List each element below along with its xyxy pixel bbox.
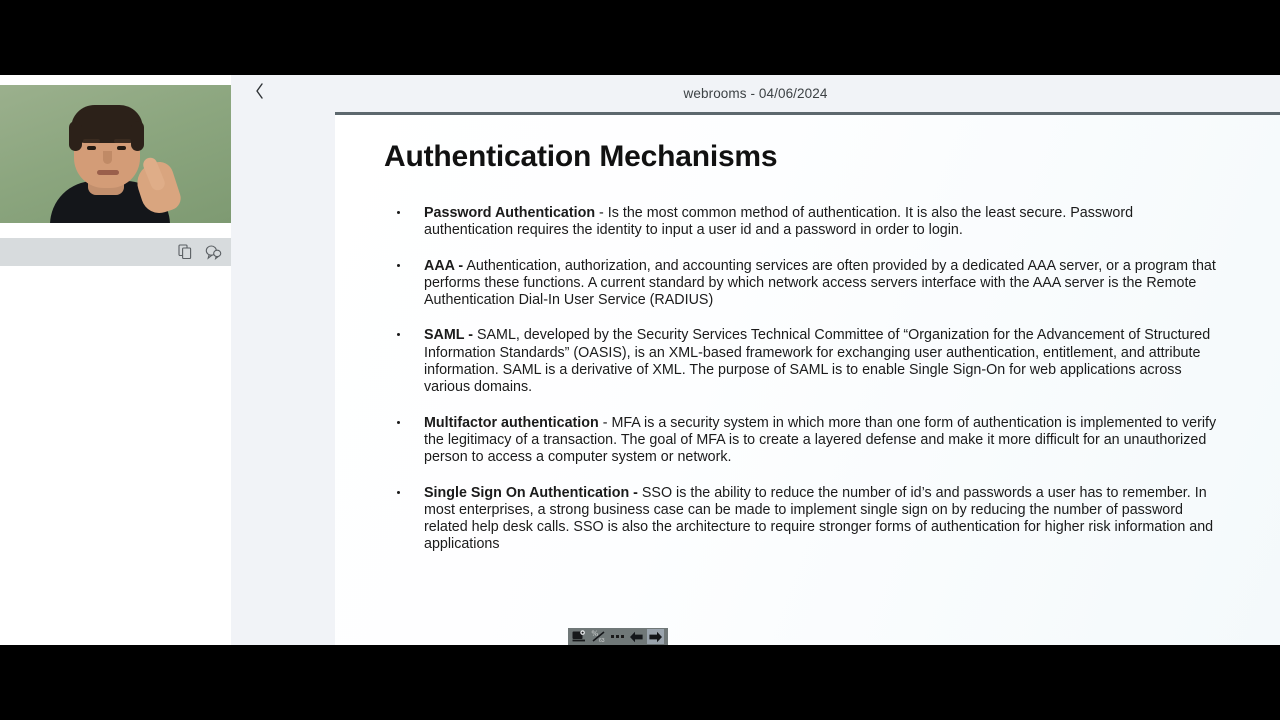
participant-eyebrow-right (114, 139, 131, 143)
bullet-dot-icon (397, 333, 400, 336)
bullet-lead: Password Authentication (424, 205, 596, 221)
slide-canvas[interactable] (335, 112, 1280, 645)
participant-hair-right (131, 121, 144, 151)
left-sidebar (0, 75, 231, 645)
meeting-stage (0, 75, 1280, 645)
bullet-lead: SAML - (424, 327, 473, 344)
svg-text:63: 63 (598, 638, 605, 643)
list-item (393, 415, 1225, 467)
list-item (393, 258, 1225, 310)
slide-fraction-icon[interactable] (590, 629, 607, 644)
pointer-options-icon[interactable] (571, 629, 588, 644)
bullet-body: SAML, developed by the Security Services Technical Committee of “Organization for the Advancement of Structured Information Standards” (OASIS), is an XML-based framework for exchanging user authentication, entitlement, and attribute information. SAML is a derivative of XML. The purpose of SAML is to enable Single Sign-On for web applications across various domains. (424, 327, 1211, 396)
participant-eyebrow-left (83, 139, 100, 143)
bullet-body: Authentication, authorization, and accounting services are often provided by a dedicated AAA server, or a program that performs these functions. A current standard by which network access servers interface with the AAA server is the Remote Authentication Dial-In User Service (RADIUS) (424, 257, 1216, 309)
bullet-lead: Single Sign On Authentication - (424, 484, 638, 501)
bullet-dot-icon (397, 264, 400, 267)
meeting-title: webrooms - 04/06/2024 (683, 86, 828, 101)
list-item (393, 205, 1225, 240)
sidebar-content-area (0, 266, 231, 645)
letterbox-top (0, 0, 1280, 75)
list-item (393, 327, 1225, 396)
participant-nose (103, 151, 112, 164)
bullet-dot-icon (397, 421, 400, 424)
chat-bubble-icon[interactable] (204, 243, 222, 261)
list-item (393, 485, 1225, 554)
bullet-lead: AAA - (424, 257, 464, 274)
copy-documents-icon[interactable] (176, 243, 194, 261)
participant-eye-left (87, 146, 96, 150)
slideshow-control-bar (568, 628, 668, 645)
ellipsis-menu-icon[interactable] (609, 629, 626, 644)
webcam-toolbar (0, 238, 231, 266)
arrow-left-icon[interactable] (628, 629, 645, 644)
webcam-video-tile[interactable] (0, 85, 231, 223)
bullet-dot-icon (397, 211, 400, 214)
bullet-body: SSO is the ability to reduce the number of id’s and passwords a user has to remember. In most enterprises, a strong business case can be made to implement single sign on by reducing the number of password related help desk calls. SSO is also the architecture to require stronger forms of authentication for higher risk information and applications (424, 484, 1214, 553)
bullet-body: - Is the most common method of authentication. It is also the least secure. Password authentication requires the identity to input a user id and a password in order to login. (424, 205, 1134, 239)
letterbox-bottom (0, 645, 1280, 720)
arrow-right-icon[interactable] (647, 629, 664, 644)
bullet-lead: Multifactor authentication (424, 414, 599, 431)
svg-text:%: % (591, 630, 598, 638)
participant-hair-left (69, 121, 82, 151)
bullet-dot-icon (397, 491, 400, 494)
slide-bullet-list (393, 205, 1225, 554)
participant-mouth (97, 170, 119, 175)
bullet-body: - MFA is a security system in which more than one form of authentication is implemented to verify the legitimacy of a transaction. The goal of MFA is to create a layered defense and make it more difficult for an unauthorized person to access a computer system or network. (424, 414, 1217, 466)
participant-eye-right (117, 146, 126, 150)
slide-title: Authentication Mechanisms (384, 140, 778, 173)
presentation-panel (231, 75, 1280, 645)
panel-header (231, 75, 1280, 113)
